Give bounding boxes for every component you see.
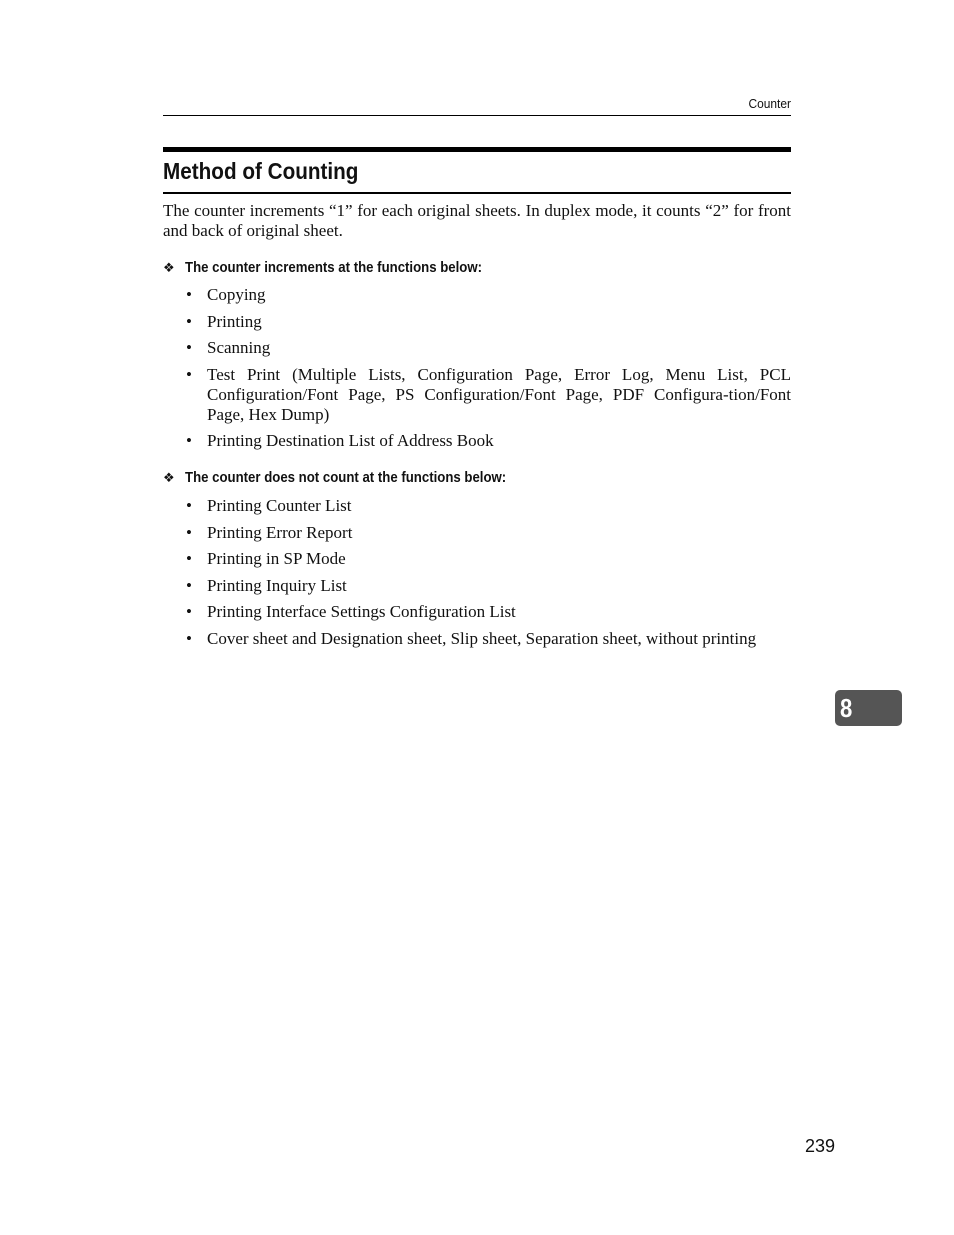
list-item: • Printing [163,312,791,332]
chapter-number: 8 [840,693,853,723]
not-counted-heading-text: The counter does not count at the functions below: [185,469,507,486]
list-item: • Cover sheet and Designation sheet, Slip sheet, Separation sheet, without printing [163,629,791,649]
not-counted-functions-list [163,496,791,655]
list-item: • Printing Error Report [163,523,791,543]
list-item: • Printing Interface Settings Configuration List [163,602,791,622]
list-item: • Printing Counter List [163,496,791,516]
diamond-bullet-icon: ❖ [163,260,175,275]
list-item: • Printing in SP Mode [163,549,791,569]
page-number: 239 [804,1136,835,1156]
diamond-bullet-icon: ❖ [163,470,175,485]
counted-heading-text: The counter increments at the functions below: [185,259,483,276]
section-title: Method of Counting [163,158,359,184]
intro-paragraph: The counter increments “1” for each original sheets. In duplex mode, it counts “2” for front and back of original sheet. [163,201,791,240]
list-item: • Printing Inquiry List [163,576,791,596]
header-rule [163,115,791,116]
not-counted-functions-heading [163,469,550,487]
list-item: • Scanning [163,338,791,358]
list-item: • Printing Destination List of Address Book [163,431,791,451]
list-item: • Test Print (Multiple Lists, Configuration Page, Error Log, Menu List, PCL Configuration/Font Page, PS Configuration/Font Page, PDF Configura-tion/Font Page, Hex Dump) [163,365,791,425]
counted-functions-list [163,285,791,458]
title-top-rule [163,147,791,152]
running-header: Counter [748,96,791,111]
chapter-tab [835,690,902,726]
list-item: • Copying [163,285,791,305]
title-bottom-rule [163,192,791,194]
counted-functions-heading [163,259,523,277]
